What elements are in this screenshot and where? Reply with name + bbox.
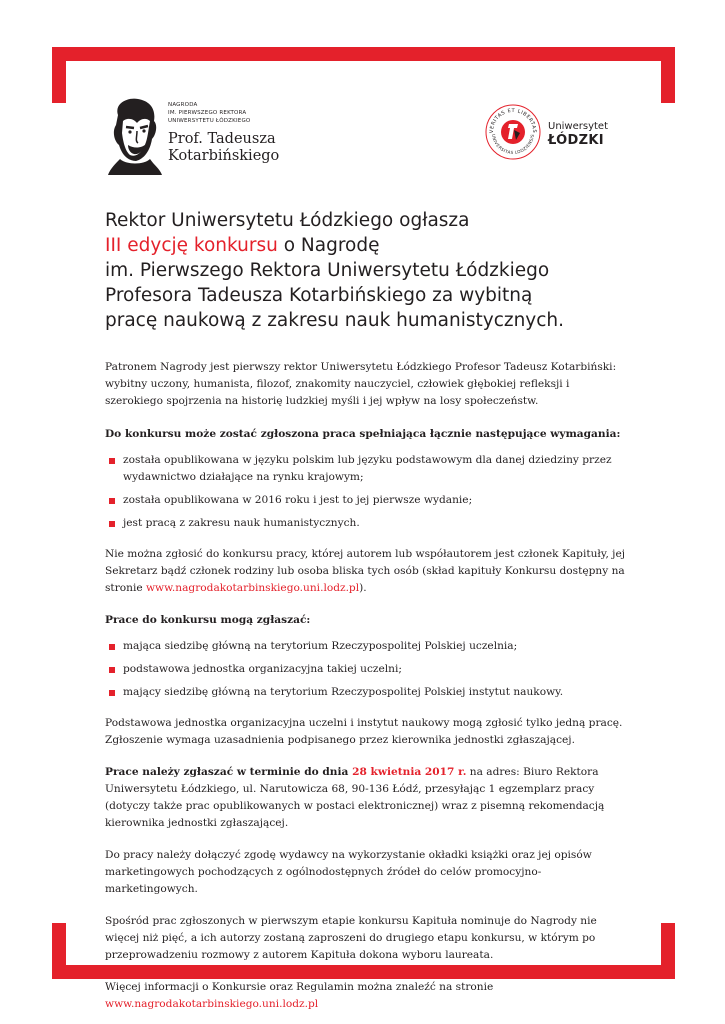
- university-name-line: Uniwersytet: [548, 121, 608, 132]
- university-logo: [484, 103, 624, 163]
- stages-paragraph: Spośród prac zgłoszonych w pierwszym etapie konkursu Kapituła nominuje do Nagrody nie więcej niż pięć, a ich autorzy zostaną zaproszeni do drugiego etapu konkursu, w którym po przeprowadzeniu rozmowy z autorem Kapituła dokona wyboru laureata.: [105, 915, 597, 961]
- website-link[interactable]: www.nagrodakotarbinskiego.uni.lodz.pl: [105, 998, 319, 1010]
- announcement-headline: [105, 208, 625, 333]
- headline-line: Profesora Tadeusza Kotarbińskiego za wybitną: [105, 285, 533, 306]
- bullet-square-icon: [109, 667, 115, 673]
- bullet-square-icon: [109, 644, 115, 650]
- headline-text: o Nagrodę: [277, 235, 380, 256]
- exclusion-paragraph: Nie można zgłosić do konkursu pracy, której autorem lub współautorem jest członek Kapituły, jej Sekretarz bądź członek rodziny lub osoba bliska tych osób (skład kapituły Konkursu dostępny na stronie www.nagrodakotarbinskiego.uni.lodz.pl).: [105, 548, 626, 594]
- award-name-line: Kotarbińskiego: [168, 148, 280, 164]
- university-seal-icon: [484, 103, 542, 161]
- kotarbinski-portrait-icon: [104, 95, 164, 175]
- svg-text:UNIVERSITAS LODZIENSIS: UNIVERSITAS LODZIENSIS: [490, 133, 536, 156]
- deadline-paragraph: Prace należy zgłaszać w terminie do dnia 28 kwietnia 2017 r. na adres: Biuro Rektora Uniwersytetu Łódzkiego, ul. Narutowicza 68, 90-136 Łódź, przesyłając 1 egzemplarz pracy (dotyczy także prac opublikowanych w postaci elektronicznej) wraz z pisemną rekomendacją kierownika jednostki zgłaszającej.: [105, 766, 605, 829]
- deadline-date: 28 kwietnia 2017 r.: [352, 766, 467, 778]
- university-name-line: ŁÓDZKI: [548, 133, 604, 148]
- headline-line: pracę naukową z zakresu nauk humanistycznych.: [105, 310, 565, 331]
- bullet-square-icon: [109, 458, 115, 464]
- award-name-line: Prof. Tadeusza: [168, 131, 276, 147]
- list-item: podstawowa jednostka organizacyjna takiej uczelni;: [105, 661, 630, 678]
- requirements-heading: Do konkursu może zostać zgłoszona praca spełniająca łącznie następujące wymagania:: [105, 428, 621, 440]
- regulations-link[interactable]: www.nagrodakotarbinskiego.uni.lodz.pl: [145, 582, 360, 594]
- list-item: mający siedzibę główną na terytorium Rzeczypospolitej Polskiej instytut naukowy.: [105, 684, 630, 701]
- award-small-line: NAGRODA: [168, 102, 198, 108]
- list-item: została opublikowana w 2016 roku i jest to jej pierwsze wydanie;: [105, 492, 630, 509]
- bullet-square-icon: [109, 498, 115, 504]
- list-item: została opublikowana w języku polskim lub języku podstawowym dla danej dziedziny przez wydawnictwo działające na rynku krajowym;: [105, 452, 630, 486]
- announcement-body: [105, 359, 630, 1013]
- list-item: mająca siedzibę główną na terytorium Rzeczypospolitej Polskiej uczelnia;: [105, 638, 630, 655]
- more-info-paragraph: Więcej informacji o Konkursie oraz Regulamin można znaleźć na stronie www.nagrodakotarbinskiego.uni.lodz.pl: [105, 981, 494, 1010]
- headline-line: im. Pierwszego Rektora Uniwersytetu Łódzkiego: [105, 260, 550, 281]
- submitters-heading: Prace do konkursu mogą zgłaszać:: [105, 614, 311, 626]
- bullet-square-icon: [109, 521, 115, 527]
- headline-line: Rektor Uniwersytetu Łódzkiego ogłasza: [105, 210, 470, 231]
- bullet-square-icon: [109, 690, 115, 696]
- award-logo: [104, 95, 294, 175]
- list-item: jest pracą z zakresu nauk humanistycznych.: [105, 515, 630, 532]
- headline-edition-highlight: III edycję konkursu: [105, 235, 278, 256]
- award-small-line: IM. PIERWSZEGO REKTORA: [168, 110, 247, 116]
- requirements-list: [105, 452, 630, 532]
- award-small-line: UNIWERSYTETU ŁÓDZKIEGO: [168, 118, 251, 124]
- one-work-paragraph: Podstawowa jednostka organizacyjna uczelni i instytut naukowy mogą zgłosić tylko jedną pracę. Zgłoszenie wymaga uzasadnienia podpisanego przez kierownika jednostki zgłaszającej.: [105, 717, 623, 746]
- svg-text:VERITAS ET LIBERTAS: VERITAS ET LIBERTAS: [488, 107, 538, 134]
- intro-paragraph: Patronem Nagrody jest pierwszy rektor Uniwersytetu Łódzkiego Profesor Tadeusz Kotarbiński: wybitny uczony, humanista, filozof, znakomity nauczyciel, człowiek głębokiej refleksji i szerokiego spojrzenia na historię ludzkiej myśli i jej wpływ na losy społeczeństw.: [105, 361, 617, 407]
- consent-paragraph: Do pracy należy dołączyć zgodę wydawcy na wykorzystanie okładki książki oraz jej opisów marketingowych pochodzących z ogólnodostępnych źródeł do celów promocyjno-marketingowych.: [105, 849, 592, 895]
- headline-line: [105, 233, 625, 258]
- submitters-list: [105, 638, 630, 701]
